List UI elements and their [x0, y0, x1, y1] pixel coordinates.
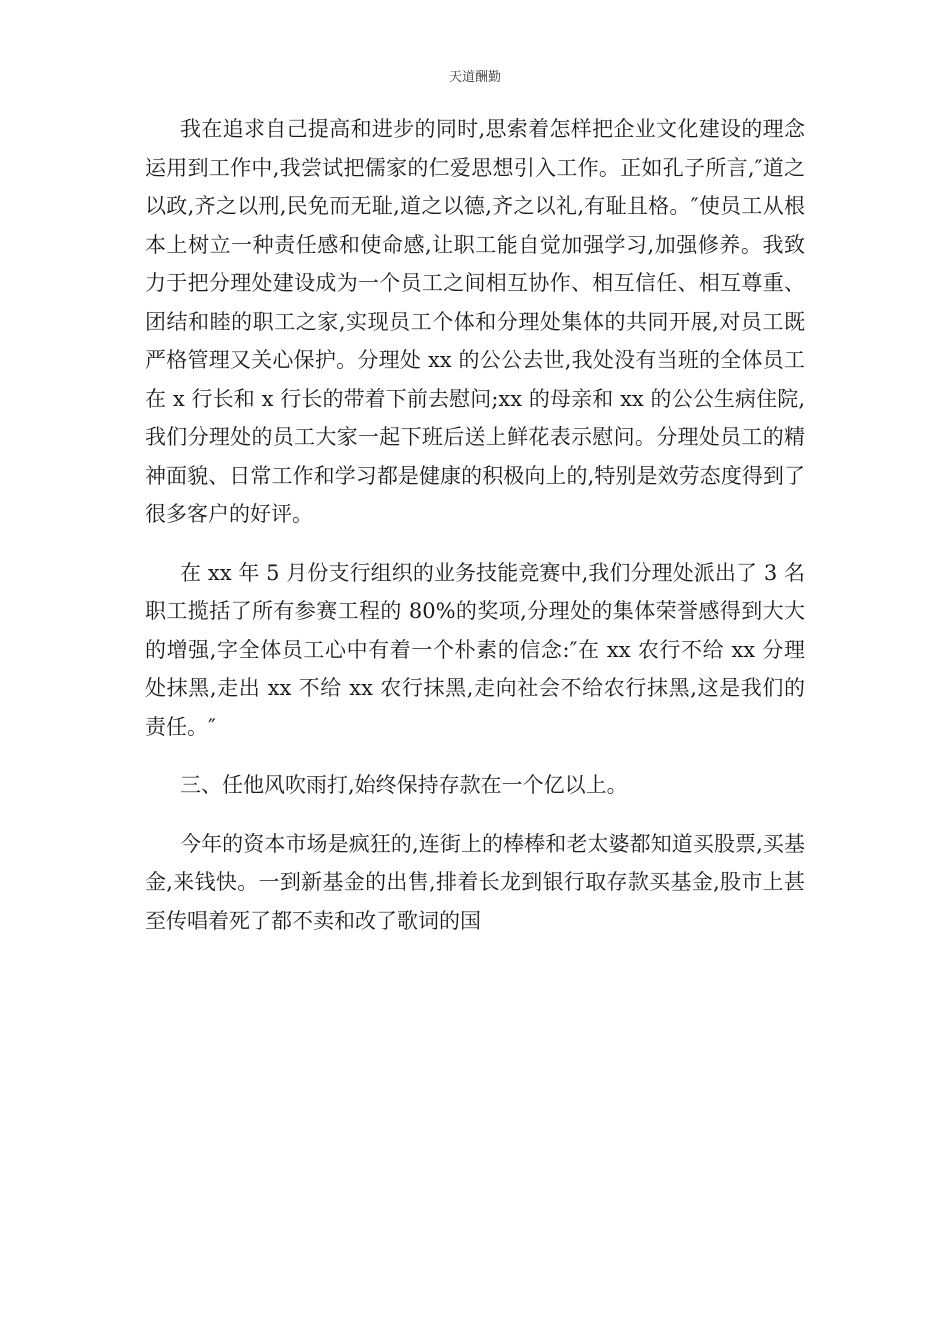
- paragraph-3: 三、任他风吹雨打,始终保持存款在一个亿以上。: [180, 773, 628, 797]
- page-header: 天道酬勤: [448, 70, 501, 85]
- document-body: [145, 110, 805, 960]
- paragraph-4: 今年的资本市场是疯狂的,连街上的棒棒和老太婆都知道买股票,买基金,来钱快。一到新基金的出售,排着长龙到银行取存款买基金,股市上甚至传唱着死了都不卖和改了歌词的国: [145, 831, 805, 933]
- paragraph-2: 在 xx 年 5 月份支行组织的业务技能竞赛中,我们分理处派出了 3 名职工揽括了所有参赛工程的 80%的奖项,分理处的集体荣誉感得到大大的增强,字全体员工心中有着一个朴素的信念:″在 xx 农行不给 xx 分理处抹黑,走出 xx 不给 xx 农行抹黑,走向社会不给农行抹黑,这是我们的责任。″: [145, 560, 805, 739]
- paragraph-1: 我在追求自己提高和进步的同时,思索着怎样把企业文化建设的理念运用到工作中,我尝试把儒家的仁爱思想引入工作。正如孔子所言,″道之以政,齐之以刑,民免而无耻,道之以德,齐之以礼,有耻且格。″使员工从根本上树立一种责任感和使命感,让职工能自觉加强学习,加强修养。我致力于把分理处建设成为一个员工之间相互协作、相互信任、相互尊重、团结和睦的职工之家,实现员工个体和分理处集体的共同开展,对员工既严格管理又关心保护。分理处 xx 的公公去世,我处没有当班的全体员工在 x 行长和 x 行长的带着下前去慰问;xx 的母亲和 xx 的公公生病住院,我们分理处的员工大家一起下班后送上鲜花表示慰问。分理处员工的精神面貌、日常工作和学习都是健康的积极向上的,特别是效劳态度得到了很多客户的好评。: [145, 117, 805, 526]
